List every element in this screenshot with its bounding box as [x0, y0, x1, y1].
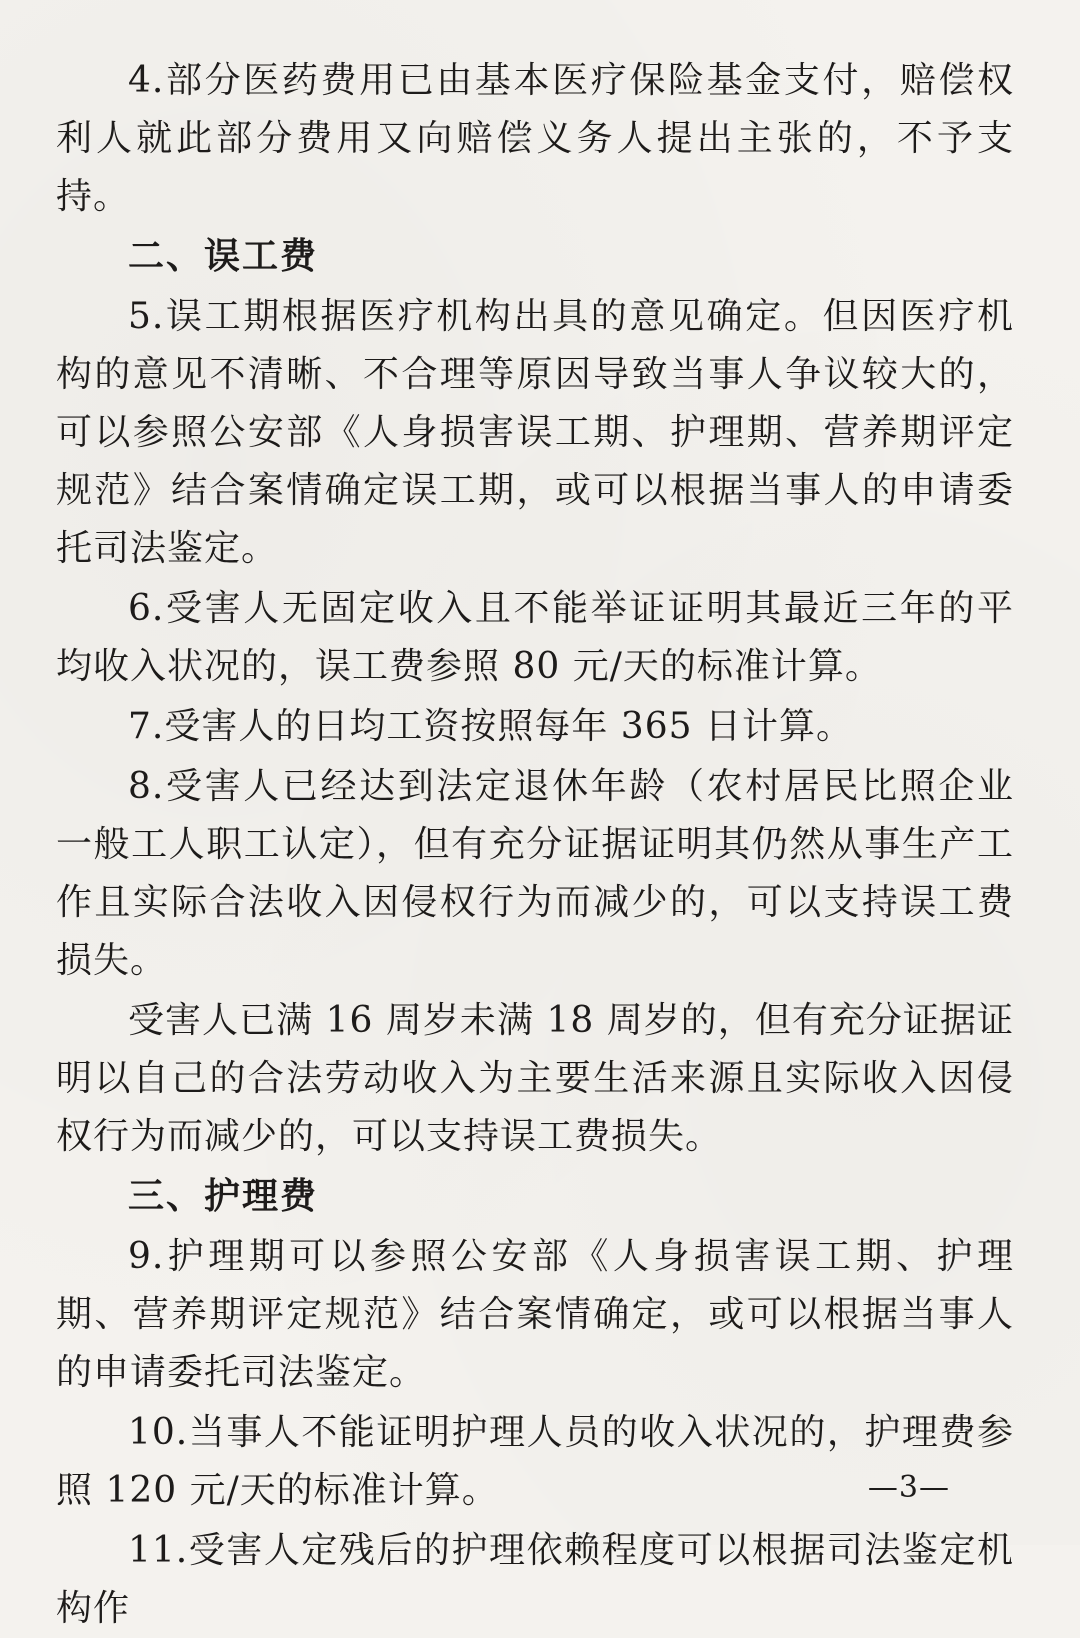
section-heading-nursing-fee: 三、护理费: [128, 1176, 319, 1217]
paragraph-5: 5.误工期根据医疗机构出具的意见确定。但因医疗机构的意见不清晰、不合理等原因导致当事人争议较大的，可以参照公安部《人身损害误工期、护理期、营养期评定规范》结合案情确定误工期，或可以根据当事人的申请委托司法鉴定。: [56, 296, 1014, 569]
paragraph-6: 6.受害人无固定收入且不能举证证明其最近三年的平均收入状况的，误工费参照 80 元/天的标准计算。: [56, 588, 1014, 687]
paragraph-8: 8.受害人已经达到法定退休年龄（农村居民比照企业一般工人职工认定），但有充分证据证明其仍然从事生产工作且实际合法收入因侵权行为而减少的，可以支持误工费损失。: [56, 766, 1014, 981]
section-heading-lost-wages: 二、误工费: [128, 236, 319, 277]
paragraph-8-supplement: 受害人已满 16 周岁未满 18 周岁的，但有充分证据证明以自己的合法劳动收入为主要生活来源且实际收入因侵权行为而减少的，可以支持误工费损失。: [56, 1000, 1014, 1157]
page-number: —3—: [867, 1470, 950, 1505]
paragraph-4: 4.部分医药费用已由基本医疗保险基金支付，赔偿权利人就此部分费用又向赔偿义务人提出主张的，不予支持。: [56, 60, 1014, 217]
paragraph-10: 10.当事人不能证明护理人员的收入状况的，护理费参照 120 元/天的标准计算。: [56, 1412, 1014, 1511]
paragraph-9: 9.护理期可以参照公安部《人身损害误工期、护理期、营养期评定规范》结合案情确定，或可以根据当事人的申请委托司法鉴定。: [56, 1236, 1014, 1393]
paragraph-11: 11.受害人定残后的护理依赖程度可以根据司法鉴定机构作: [56, 1530, 1014, 1629]
paragraph-7: 7.受害人的日均工资按照每年 365 日计算。: [128, 706, 853, 747]
